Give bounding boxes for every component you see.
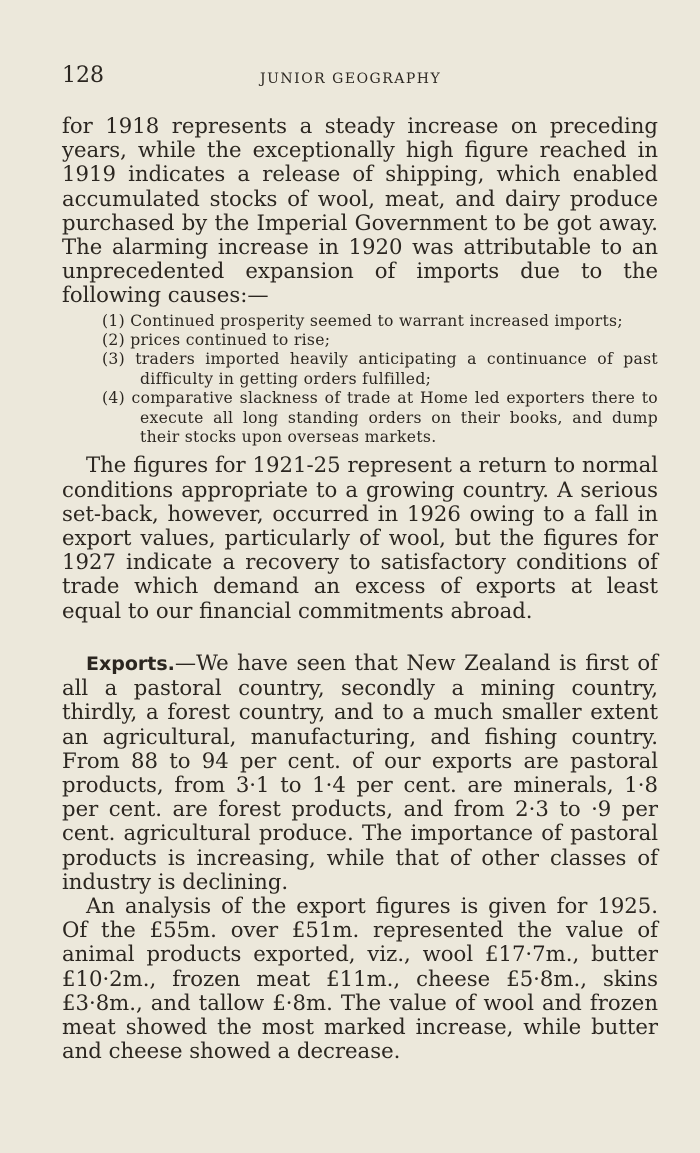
running-head: JUNIOR GEOGRAPHY [260,71,442,87]
page-header [62,63,656,93]
exports-heading: Exports. [86,652,175,675]
exports-text: —We have seen that New Zealand is first of all a pastoral country, secondly a mining country, thirdly, a forest country, and to a much smaller extent an agricultural, manufacturing, and fishing country. From 88 to 94 per cent. of our exports are pastoral products, from 3·1 to 1·4 per cent. are minerals, 1·8 per cent. are forest products, and from 2·3 to ·9 per cent. agricultural produce. The importance of pastoral products is increasing, while that of other classes of industry is declining. [62,649,658,894]
page-body [62,114,658,1063]
page-number: 128 [62,63,104,88]
paragraph-exports [62,651,658,894]
causes-list [62,312,658,448]
paragraph-normal-conditions: The figures for 1921-25 represent a return to normal conditions appropriate to a growing country. A serious set-back, however, occurred in 1926 owing to a fall in export values, particularly of wool, but the figures for 1927 indicate a recovery to satisfactory conditions of trade which demand an excess of exports at least equal to our financial commitments abroad. [62,452,658,623]
cause-item: (2) prices continued to rise; [102,331,331,350]
paragraph-export-analysis: An analysis of the export figures is given for 1925. Of the £55m. over £51m. represented the value of animal products exported, viz., wool £17·7m., butter £10·2m., frozen meat £11m., cheese £5·8m., skins £3·8m., and tallow £·8m. The value of wool and frozen meat showed the most marked increase, while butter and cheese showed a decrease. [62,892,658,1064]
cause-item: (1) Continued prosperity seemed to warrant increased imports; [102,311,623,330]
paragraph-imports-continued: for 1918 represents a steady increase on preceding years, while the exceptionally high figure reached in 1919 indicates a release of shipping, which enabled accumulated stocks of wool, meat, and dairy produce purchased by the Imperial Government to be got away. The alarming increase in 1920 was attributable to an unprecedented expansion of imports due to the following causes:— [62,113,658,308]
section-gap [62,623,658,651]
cause-item: (3) traders imported heavily anticipating a continuance of past difficulty in getting orders fulfilled; [102,350,658,388]
cause-item: (4) comparative slackness of trade at Home led exporters there to execute all long standing orders on their books, and dump their stocks upon overseas markets. [102,389,658,447]
